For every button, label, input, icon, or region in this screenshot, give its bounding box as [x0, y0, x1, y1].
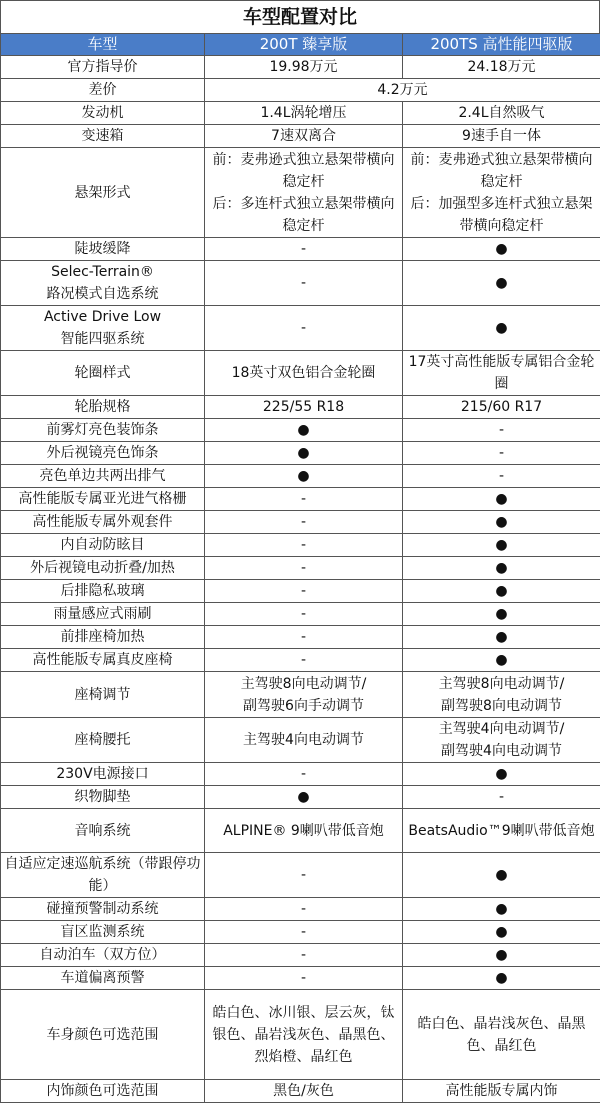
- value-200ts: ●: [403, 306, 600, 351]
- value-200ts: ●: [403, 534, 600, 557]
- value-200ts: ●: [403, 488, 600, 511]
- row-label: 高性能版专属真皮座椅: [1, 649, 205, 672]
- table-row: [1, 465, 600, 488]
- row-label: 亮色单边共两出排气: [1, 465, 205, 488]
- table-row: [1, 125, 600, 148]
- row-label: 前雾灯亮色装饰条: [1, 419, 205, 442]
- row-label: 陡坡缓降: [1, 238, 205, 261]
- value-200t: 黑色/灰色: [205, 1080, 403, 1103]
- table-row: [1, 898, 600, 921]
- table-row: [1, 853, 600, 898]
- table-row: [1, 1080, 600, 1103]
- value-200t: 前：麦弗逊式独立悬架带横向稳定杆 后：多连杆式独立悬架带横向稳定杆: [205, 148, 403, 238]
- table-row: [1, 511, 600, 534]
- value-200ts: ●: [403, 649, 600, 672]
- row-label: 车身颜色可选范围: [1, 990, 205, 1080]
- value-200ts: 皓白色、晶岩浅灰色、晶黑色、晶红色: [403, 990, 600, 1080]
- table-row: [1, 238, 600, 261]
- row-label: 高性能版专属亚光进气格栅: [1, 488, 205, 511]
- row-label: 自动泊车（双方位）: [1, 944, 205, 967]
- value-200ts: -: [403, 786, 600, 809]
- table-row: [1, 967, 600, 990]
- value-200ts: -: [403, 419, 600, 442]
- value-200t: 7速双离合: [205, 125, 403, 148]
- value-200ts: 17英寸高性能版专属铝合金轮圈: [403, 351, 600, 396]
- table-row: [1, 557, 600, 580]
- value-200t: -: [205, 944, 403, 967]
- value-200ts: ●: [403, 921, 600, 944]
- table-row: [1, 534, 600, 557]
- value-200ts: ●: [403, 557, 600, 580]
- table-row: [1, 672, 600, 718]
- value-200ts: 前：麦弗逊式独立悬架带横向稳定杆 后：加强型多连杆式独立悬架带横向稳定杆: [403, 148, 600, 238]
- value-200ts: 9速手自一体: [403, 125, 600, 148]
- value-200t: 1.4L涡轮增压: [205, 102, 403, 125]
- value-200ts: ●: [403, 967, 600, 990]
- value-200t: 225/55 R18: [205, 396, 403, 419]
- value-200t: -: [205, 261, 403, 306]
- value-200t: -: [205, 557, 403, 580]
- row-label: 差价: [1, 79, 205, 102]
- row-label: 外后视镜亮色饰条: [1, 442, 205, 465]
- table-row: [1, 488, 600, 511]
- header-model-200ts: 200TS 高性能四驱版: [403, 34, 600, 56]
- row-label: 前排座椅加热: [1, 626, 205, 649]
- value-200t: -: [205, 763, 403, 786]
- value-200t: 皓白色、冰川银、层云灰，钛银色、晶岩浅灰色、晶黑色、烈焰橙、晶红色: [205, 990, 403, 1080]
- price-diff: 4.2万元: [205, 79, 600, 102]
- header-row: [1, 34, 600, 56]
- row-label: 230V电源接口: [1, 763, 205, 786]
- value-200ts: ●: [403, 626, 600, 649]
- row-label: 轮胎规格: [1, 396, 205, 419]
- value-200ts: ●: [403, 898, 600, 921]
- row-label: 内自动防眩目: [1, 534, 205, 557]
- value-200ts: ●: [403, 944, 600, 967]
- value-200t: ●: [205, 786, 403, 809]
- value-200ts: ●: [403, 238, 600, 261]
- value-200t: -: [205, 967, 403, 990]
- diff-row: [1, 79, 600, 102]
- value-200t: ●: [205, 465, 403, 488]
- row-label: 座椅腰托: [1, 718, 205, 763]
- header-label: 车型: [1, 34, 205, 56]
- row-label: 盲区监测系统: [1, 921, 205, 944]
- value-200t: 18英寸双色铝合金轮圈: [205, 351, 403, 396]
- row-label: Selec-Terrain® 路况模式自选系统: [1, 261, 205, 306]
- value-200t: -: [205, 649, 403, 672]
- value-200ts: -: [403, 465, 600, 488]
- table-row: [1, 649, 600, 672]
- row-label: 发动机: [1, 102, 205, 125]
- value-200ts: 高性能版专属内饰: [403, 1080, 600, 1103]
- row-label: 外后视镜电动折叠/加热: [1, 557, 205, 580]
- value-200ts: BeatsAudio™9喇叭带低音炮: [403, 809, 600, 853]
- value-200t: -: [205, 626, 403, 649]
- table-row: [1, 419, 600, 442]
- table-row: [1, 261, 600, 306]
- row-label: 后排隐私玻璃: [1, 580, 205, 603]
- value-200t: ALPINE® 9喇叭带低音炮: [205, 809, 403, 853]
- table-row: [1, 809, 600, 853]
- value-200ts: 2.4L自然吸气: [403, 102, 600, 125]
- config-comparison-table: [0, 33, 600, 1103]
- table-row: [1, 944, 600, 967]
- value-200ts: ●: [403, 853, 600, 898]
- table-row: [1, 306, 600, 351]
- value-200t: 主驾驶4向电动调节: [205, 718, 403, 763]
- row-label: 变速箱: [1, 125, 205, 148]
- value-200t: -: [205, 853, 403, 898]
- header-model-200t: 200T 臻享版: [205, 34, 403, 56]
- table-row: [1, 442, 600, 465]
- row-label: 车道偏离预警: [1, 967, 205, 990]
- table-row: [1, 102, 600, 125]
- table-row: [1, 990, 600, 1080]
- value-200ts: 215/60 R17: [403, 396, 600, 419]
- row-label: 轮圈样式: [1, 351, 205, 396]
- value-200t: -: [205, 238, 403, 261]
- value-200t: -: [205, 580, 403, 603]
- table-row: [1, 718, 600, 763]
- value-200t: ●: [205, 442, 403, 465]
- row-label: 悬架形式: [1, 148, 205, 238]
- table-row: [1, 148, 600, 238]
- value-200ts: 主驾驶8向电动调节/ 副驾驶8向电动调节: [403, 672, 600, 718]
- value-200t: -: [205, 603, 403, 626]
- value-200ts: -: [403, 442, 600, 465]
- row-label: 织物脚垫: [1, 786, 205, 809]
- value-200ts: 主驾驶4向电动调节/ 副驾驶4向电动调节: [403, 718, 600, 763]
- table-row: [1, 626, 600, 649]
- value-200ts: ●: [403, 580, 600, 603]
- table-row: [1, 603, 600, 626]
- value-200t: -: [205, 921, 403, 944]
- row-label: 官方指导价: [1, 56, 205, 79]
- row-label: 音响系统: [1, 809, 205, 853]
- row-label: 雨量感应式雨刷: [1, 603, 205, 626]
- row-label: 内饰颜色可选范围: [1, 1080, 205, 1103]
- value-200t: 主驾驶8向电动调节/ 副驾驶6向手动调节: [205, 672, 403, 718]
- value-200ts: ●: [403, 511, 600, 534]
- row-label: Active Drive Low 智能四驱系统: [1, 306, 205, 351]
- row-label: 自适应定速巡航系统（带跟停功能）: [1, 853, 205, 898]
- table-title: 车型配置对比: [0, 0, 600, 33]
- table-row: [1, 396, 600, 419]
- table-row: [1, 786, 600, 809]
- value-200t: ●: [205, 419, 403, 442]
- table-row: [1, 763, 600, 786]
- value-200t: -: [205, 306, 403, 351]
- value-200ts: ●: [403, 763, 600, 786]
- price-row: [1, 56, 600, 79]
- price-200t: 19.98万元: [205, 56, 403, 79]
- row-label: 高性能版专属外观套件: [1, 511, 205, 534]
- value-200t: -: [205, 534, 403, 557]
- value-200t: -: [205, 898, 403, 921]
- value-200ts: ●: [403, 603, 600, 626]
- row-label: 座椅调节: [1, 672, 205, 718]
- value-200t: -: [205, 488, 403, 511]
- table-row: [1, 580, 600, 603]
- table-row: [1, 921, 600, 944]
- row-label: 碰撞预警制动系统: [1, 898, 205, 921]
- value-200ts: ●: [403, 261, 600, 306]
- price-200ts: 24.18万元: [403, 56, 600, 79]
- table-row: [1, 351, 600, 396]
- value-200t: -: [205, 511, 403, 534]
